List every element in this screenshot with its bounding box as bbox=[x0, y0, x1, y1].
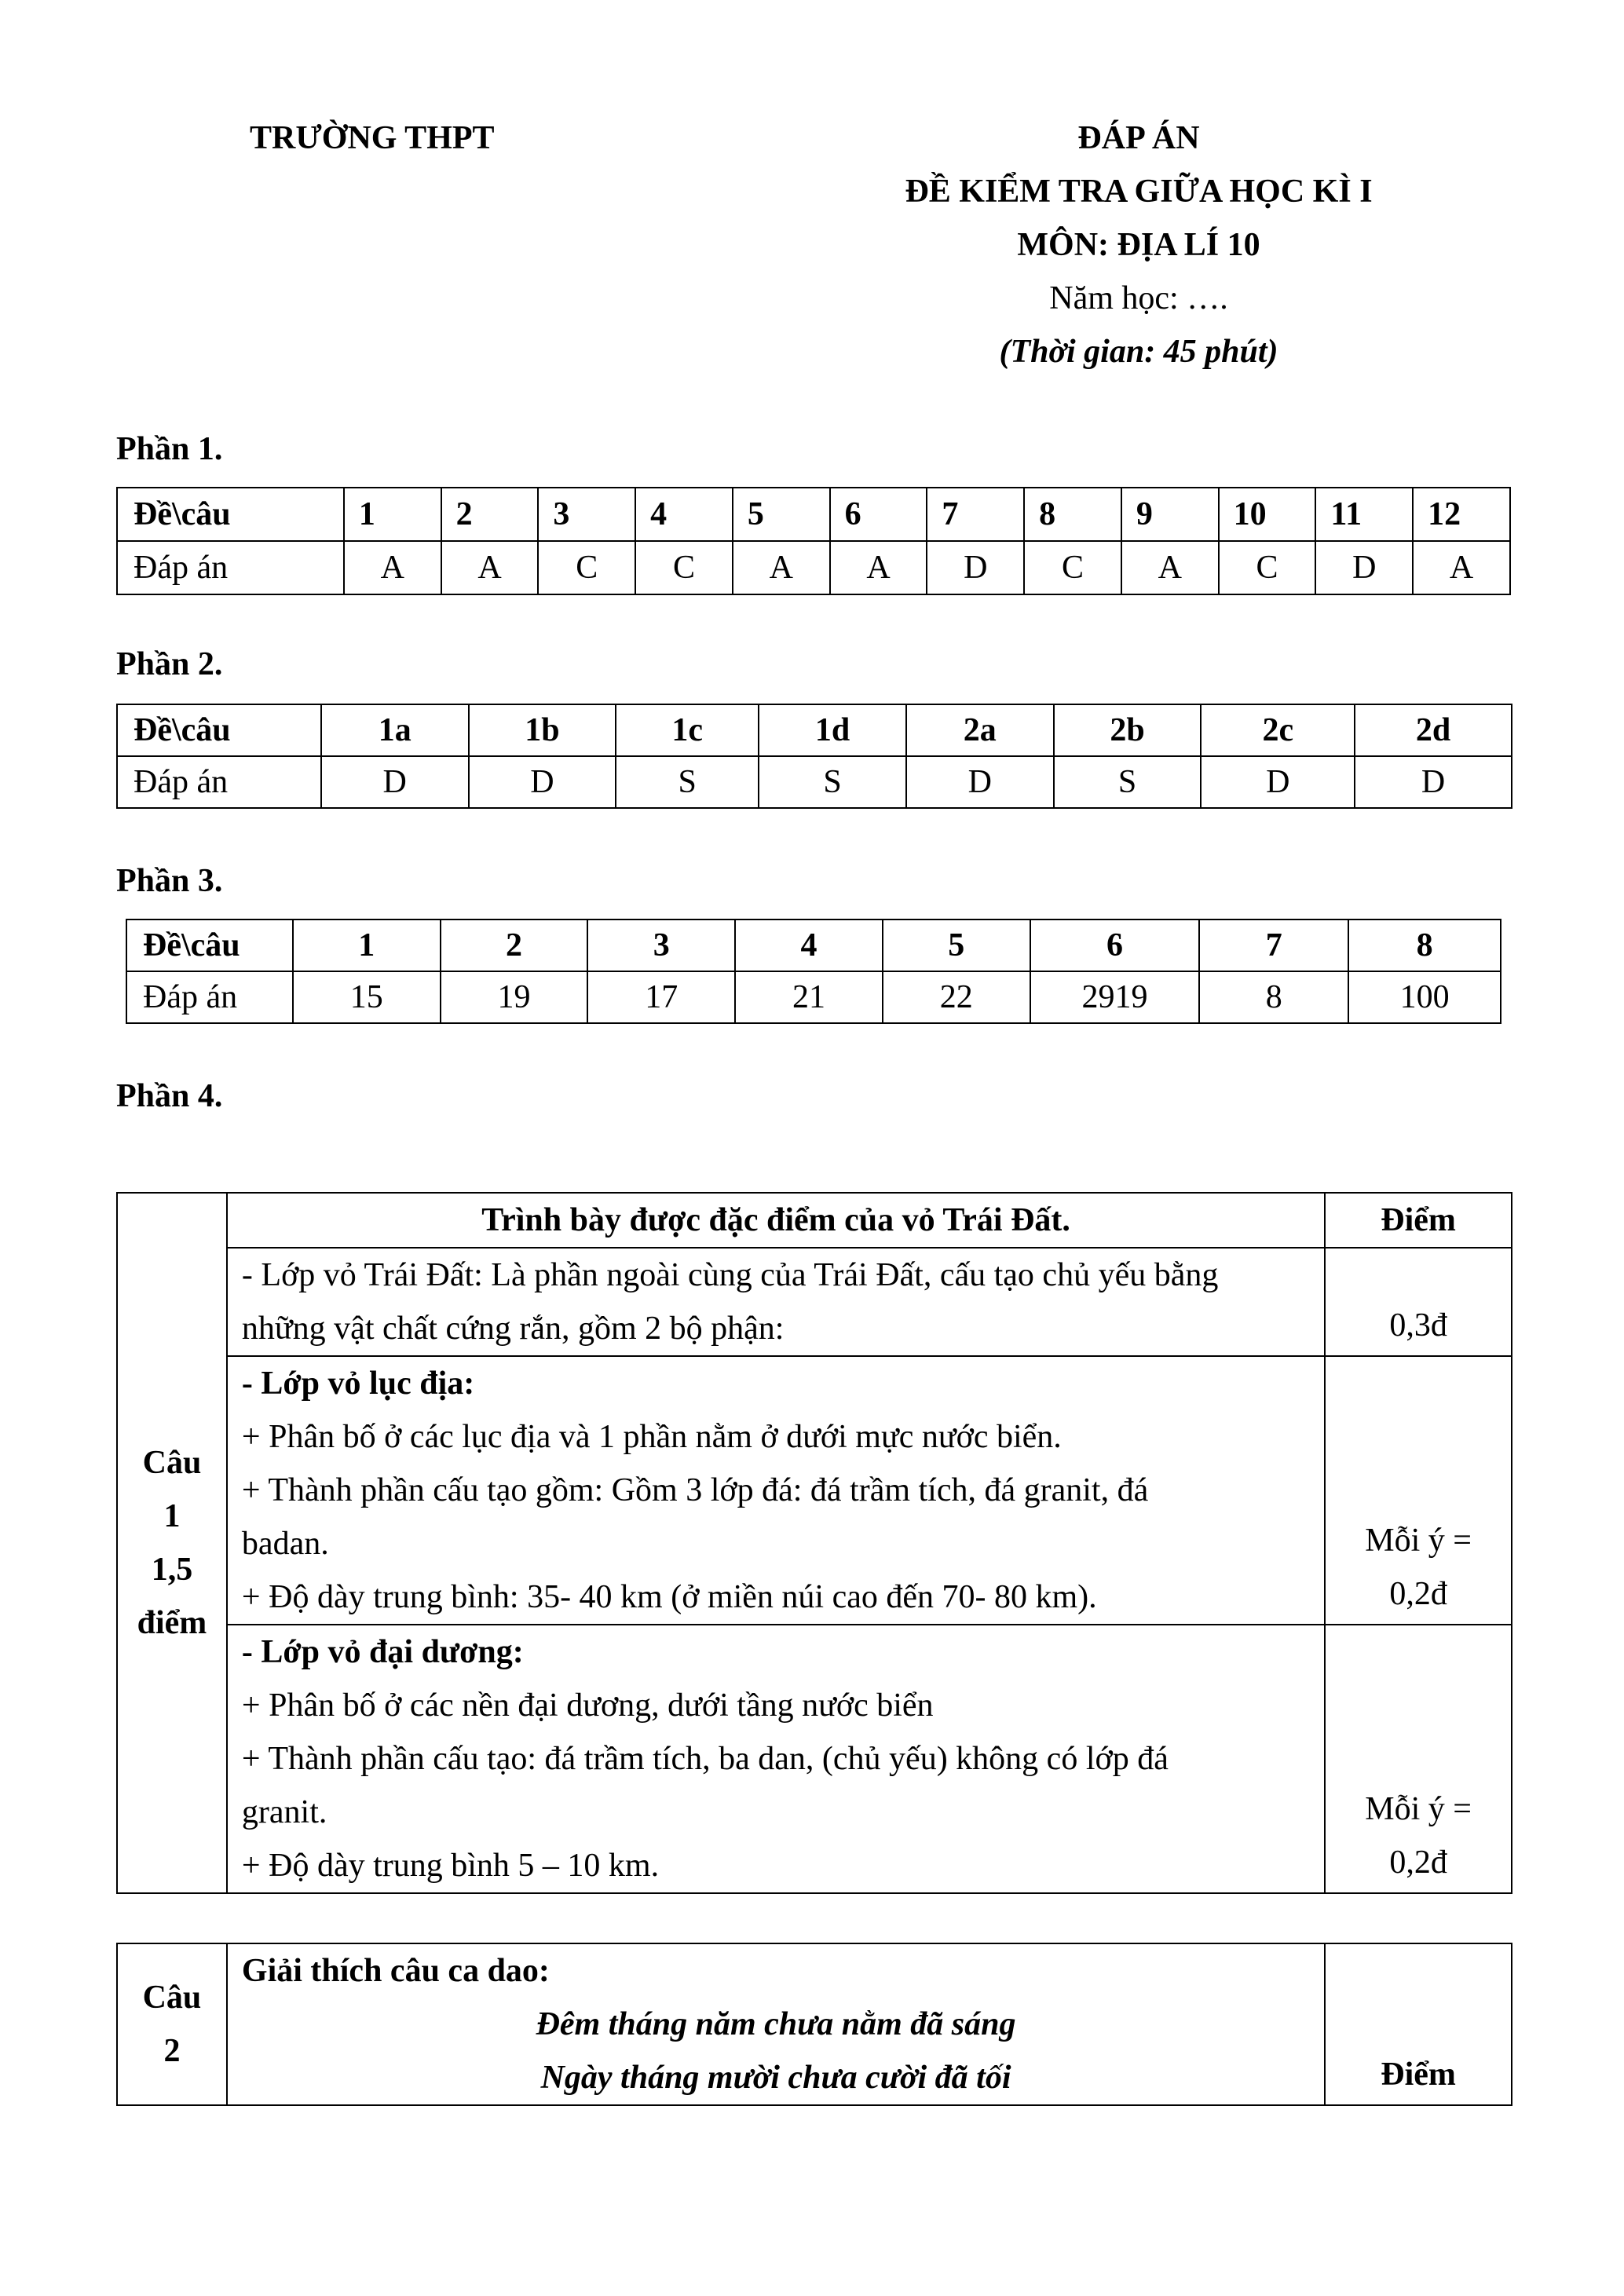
question-cell: 2c bbox=[1201, 704, 1355, 756]
part2-table bbox=[116, 704, 1512, 809]
answer-cell: 100 bbox=[1348, 971, 1501, 1023]
points-line: Mỗi ý = bbox=[1365, 1523, 1472, 1559]
question2-heading: Giải thích câu ca dao: bbox=[241, 1953, 550, 1989]
points-line: 0,2đ bbox=[1389, 1844, 1447, 1881]
part2-question-row bbox=[117, 704, 1512, 756]
answer-cell: D bbox=[321, 756, 469, 808]
text-line: + Phân bố ở các lục địa và 1 phần nằm ở dưới mực nước biển. bbox=[241, 1419, 1062, 1455]
text-line: những vật chất cứng rắn, gồm 2 bộ phận: bbox=[241, 1311, 785, 1347]
crust-definition bbox=[227, 1248, 1325, 1356]
answer-cell: A bbox=[344, 541, 441, 594]
question-cell: 3 bbox=[587, 919, 735, 971]
row-label: Đề\câu bbox=[117, 488, 344, 541]
continental-crust bbox=[227, 1356, 1325, 1625]
part1-question-row bbox=[117, 488, 1510, 541]
part3-answer-row bbox=[126, 971, 1501, 1023]
answer-cell: 8 bbox=[1199, 971, 1348, 1023]
question1-label-line: 1,5 bbox=[151, 1552, 193, 1588]
school-name: TRƯỜNG THPT bbox=[250, 120, 495, 156]
question-cell: 2b bbox=[1054, 704, 1202, 756]
answer-cell: S bbox=[616, 756, 759, 808]
points-line: Mỗi ý = bbox=[1365, 1791, 1472, 1827]
question2-label bbox=[117, 1943, 227, 2105]
part1-table bbox=[116, 487, 1511, 595]
part3-table bbox=[126, 919, 1501, 1024]
question-cell: 7 bbox=[927, 488, 1024, 541]
row-label: Đề\câu bbox=[126, 919, 293, 971]
question-cell: 6 bbox=[830, 488, 927, 541]
answer-cell: C bbox=[1024, 541, 1121, 594]
question2-label-line: Câu bbox=[142, 1980, 202, 2016]
answer-cell: D bbox=[1355, 756, 1512, 808]
question-cell: 3 bbox=[538, 488, 635, 541]
points-heading: Điểm bbox=[1325, 1193, 1512, 1248]
question-cell: 1d bbox=[759, 704, 906, 756]
text-line: granit. bbox=[241, 1794, 327, 1830]
answer-cell: C bbox=[635, 541, 733, 594]
part1-answer-row bbox=[117, 541, 1510, 594]
question2-table bbox=[116, 1943, 1512, 2106]
question-cell: 4 bbox=[735, 919, 883, 971]
question-cell: 9 bbox=[1121, 488, 1219, 541]
answer-cell: 17 bbox=[587, 971, 735, 1023]
subject-title: MÔN: ĐỊA LÍ 10 bbox=[1017, 227, 1260, 263]
question1-heading: Trình bày được đặc điểm của vỏ Trái Đất. bbox=[227, 1193, 1325, 1248]
question-cell: 1c bbox=[616, 704, 759, 756]
school-year: Năm học: …. bbox=[1049, 280, 1228, 316]
exam-title: ĐỀ KIỂM TRA GIỮA HỌC KÌ I bbox=[905, 174, 1373, 210]
question-cell: 1a bbox=[321, 704, 469, 756]
answer-cell: A bbox=[441, 541, 539, 594]
answer-cell: 19 bbox=[441, 971, 588, 1023]
answer-cell: A bbox=[733, 541, 830, 594]
answer-cell: 15 bbox=[293, 971, 441, 1023]
question-cell: 7 bbox=[1199, 919, 1348, 971]
answer-cell: D bbox=[1315, 541, 1413, 594]
points-cell bbox=[1325, 1625, 1512, 1893]
oceanic-crust bbox=[227, 1625, 1325, 1893]
answer-cell: C bbox=[538, 541, 635, 594]
question-cell: 2 bbox=[441, 488, 539, 541]
answer-label: Đáp án bbox=[117, 756, 321, 808]
question-cell: 2d bbox=[1355, 704, 1512, 756]
part3-question-row bbox=[126, 919, 1501, 971]
answer-cell: D bbox=[469, 756, 616, 808]
answer-cell: D bbox=[1201, 756, 1355, 808]
answer-cell: 22 bbox=[883, 971, 1030, 1023]
question-cell: 4 bbox=[635, 488, 733, 541]
question-cell: 1 bbox=[344, 488, 441, 541]
question2-content bbox=[227, 1943, 1325, 2105]
part2-title: Phần 2. bbox=[116, 646, 223, 682]
question-cell: 10 bbox=[1219, 488, 1316, 541]
question-cell: 1 bbox=[293, 919, 441, 971]
answer-cell: A bbox=[1121, 541, 1219, 594]
part1-title: Phần 1. bbox=[116, 431, 223, 467]
answer-cell: D bbox=[906, 756, 1054, 808]
answer-cell: D bbox=[927, 541, 1024, 594]
question1-table bbox=[116, 1192, 1512, 1894]
question-cell: 5 bbox=[733, 488, 830, 541]
points-cell: 0,3đ bbox=[1325, 1248, 1512, 1356]
question1-label-line: Câu bbox=[142, 1445, 202, 1481]
exam-header bbox=[793, 112, 1484, 378]
question-cell: 11 bbox=[1315, 488, 1413, 541]
points-cell bbox=[1325, 1356, 1512, 1625]
question-cell: 8 bbox=[1348, 919, 1501, 971]
part4-title: Phần 4. bbox=[116, 1078, 223, 1114]
question2-label-line: 2 bbox=[163, 2033, 181, 2069]
answer-cell: C bbox=[1219, 541, 1316, 594]
text-line: + Thành phần cấu tạo: đá trầm tích, ba dan, (chủ yếu) không có lớp đá bbox=[241, 1741, 1169, 1777]
question-cell: 2a bbox=[906, 704, 1054, 756]
answer-cell: 21 bbox=[735, 971, 883, 1023]
question-cell: 1b bbox=[469, 704, 616, 756]
row-label: Đề\câu bbox=[117, 704, 321, 756]
answer-cell: S bbox=[759, 756, 906, 808]
question-cell: 12 bbox=[1413, 488, 1510, 541]
text-line: - Lớp vỏ Trái Đất: Là phần ngoài cùng của Trái Đất, cấu tạo chủ yếu bằng bbox=[241, 1257, 1219, 1293]
verse-line: Đêm tháng năm chưa nằm đã sáng bbox=[536, 2006, 1016, 2042]
verse-line: Ngày tháng mười chưa cười đã tối bbox=[540, 2060, 1011, 2096]
text-line: + Độ dày trung bình: 35- 40 km (ở miền núi cao đến 70- 80 km). bbox=[241, 1579, 1097, 1615]
answer-label: Đáp án bbox=[117, 541, 344, 594]
answer-cell: A bbox=[1413, 541, 1510, 594]
answer-cell: 2919 bbox=[1030, 971, 1200, 1023]
question-cell: 8 bbox=[1024, 488, 1121, 541]
text-line: + Độ dày trung bình 5 – 10 km. bbox=[241, 1848, 660, 1884]
question1-label-line: điểm bbox=[137, 1605, 207, 1641]
question1-label-line: 1 bbox=[163, 1498, 181, 1534]
question-cell: 6 bbox=[1030, 919, 1200, 971]
text-line: + Thành phần cấu tạo gồm: Gồm 3 lớp đá: đá trầm tích, đá granit, đá bbox=[241, 1472, 1149, 1508]
question1-label bbox=[117, 1193, 227, 1893]
part3-title: Phần 3. bbox=[116, 863, 223, 899]
subsection-title: - Lớp vỏ lục địa: bbox=[241, 1366, 475, 1402]
question-cell: 5 bbox=[883, 919, 1030, 971]
points-line: 0,2đ bbox=[1389, 1576, 1447, 1612]
answer-cell: S bbox=[1054, 756, 1202, 808]
text-line: badan. bbox=[241, 1526, 329, 1562]
answer-label: Đáp án bbox=[126, 971, 293, 1023]
points-heading: Điểm bbox=[1325, 1943, 1512, 2105]
exam-duration: (Thời gian: 45 phút) bbox=[999, 334, 1278, 370]
answer-key-title: ĐÁP ÁN bbox=[1077, 120, 1200, 156]
part2-answer-row bbox=[117, 756, 1512, 808]
text-line: + Phân bố ở các nền đại dương, dưới tầng nước biển bbox=[241, 1687, 934, 1724]
subsection-title: - Lớp vỏ đại dương: bbox=[241, 1634, 524, 1670]
answer-cell: A bbox=[830, 541, 927, 594]
question-cell: 2 bbox=[441, 919, 588, 971]
